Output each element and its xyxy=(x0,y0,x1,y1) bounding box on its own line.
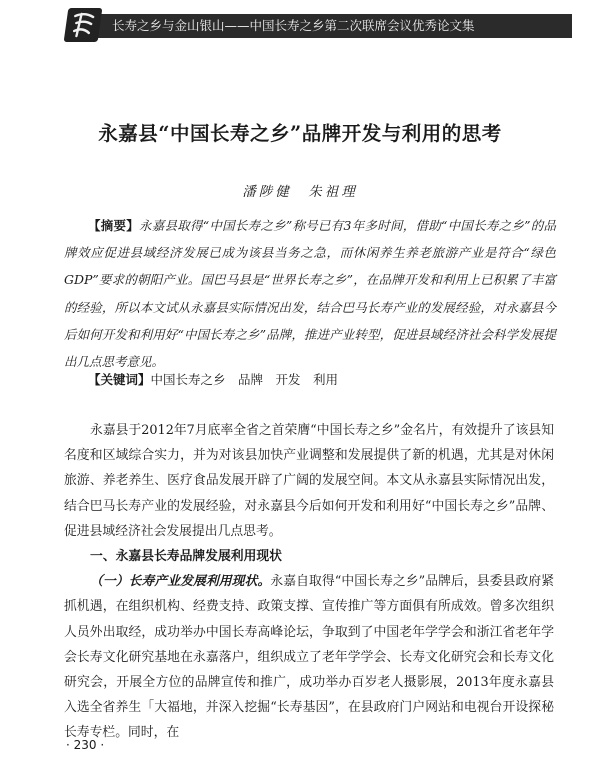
keywords-text: 中国长寿之乡 品牌 开发 利用 xyxy=(150,372,339,387)
article-title: 永嘉县“中国长寿之乡”品牌开发与利用的思考 xyxy=(98,122,502,145)
abstract xyxy=(64,212,556,375)
running-header xyxy=(72,14,572,38)
intro-paragraph: 永嘉县于2012年7月底率全省之首荣膺“中国长寿之乡”金名片，有效提升了该县知名度和区域综合实力，并为对该县加快产业调整和发展提供了新的机遇，尤其是对休闲旅游、养老养生、医疗食品发展开辟了广阔的发展空间。本文从永嘉县实际情况出发，结合巴马长寿产业的发展经验，对永嘉县今后如何开发和利用好“中国长寿之乡”品牌、促进县域经济社会发展提出几点思考。 xyxy=(64,423,554,539)
subsection-text: 永嘉自取得“中国长寿之乡”品牌后，县委县政府紧抓机遇，在组织机构、经费支持、政策支撑、宣传推广等方面俱有所成效。曾多次组织人员外出取经，成功举办中国长寿高峰论坛，争取到了中国老年学学会和浙江省老年学会长寿文化研究基地在永嘉落户，组织成立了老年学学会、长寿文化研究会和长寿文化研究会，开展全方位的品牌宣传和推广，成功举办百岁老人摄影展，2013年度永嘉县入选全省养生「大福地，并深入挖掘“长寿基因”，在县政府门户网站和电视台开设探秘长寿专栏。同时，在 xyxy=(64,574,555,741)
article-body xyxy=(64,418,554,746)
section-heading: 一、永嘉县长寿品牌发展利用现状 xyxy=(90,549,282,565)
page-number: · 230 · xyxy=(66,738,105,752)
book-logo-icon xyxy=(64,8,103,42)
running-header-title: 长寿之乡与金山银山——中国长寿之乡第二次联席会议优秀论文集 xyxy=(112,18,475,33)
keywords xyxy=(88,370,548,390)
abstract-label: 【摘要】 xyxy=(88,218,139,233)
article-authors: 潘陟健 朱祖理 xyxy=(242,184,358,200)
keywords-label: 【关键词】 xyxy=(88,372,151,387)
abstract-text: 永嘉县取得“中国长寿之乡”称号已有3年多时间，借助“中国长寿之乡”的品牌效应促进县域经济发展已成为该县当务之急，而休闲养生养老旅游产业是符合“绿色GDP”要求的朝阳产业。国巴马县是“世界长寿之乡”，在品牌开发和利用上已积累了丰富的经验，所以本文试从永嘉县实际情况出发，结合巴马长寿产业的发展经验，对永嘉县今后如何开发和利用好“中国长寿之乡”品牌，推进产业转型，促进县域经济社会科学发展提出几点思考意见。 xyxy=(64,218,556,370)
subsection-label: （一）长寿产业发展利用现状。 xyxy=(90,574,271,590)
subsection-paragraph xyxy=(64,569,554,745)
